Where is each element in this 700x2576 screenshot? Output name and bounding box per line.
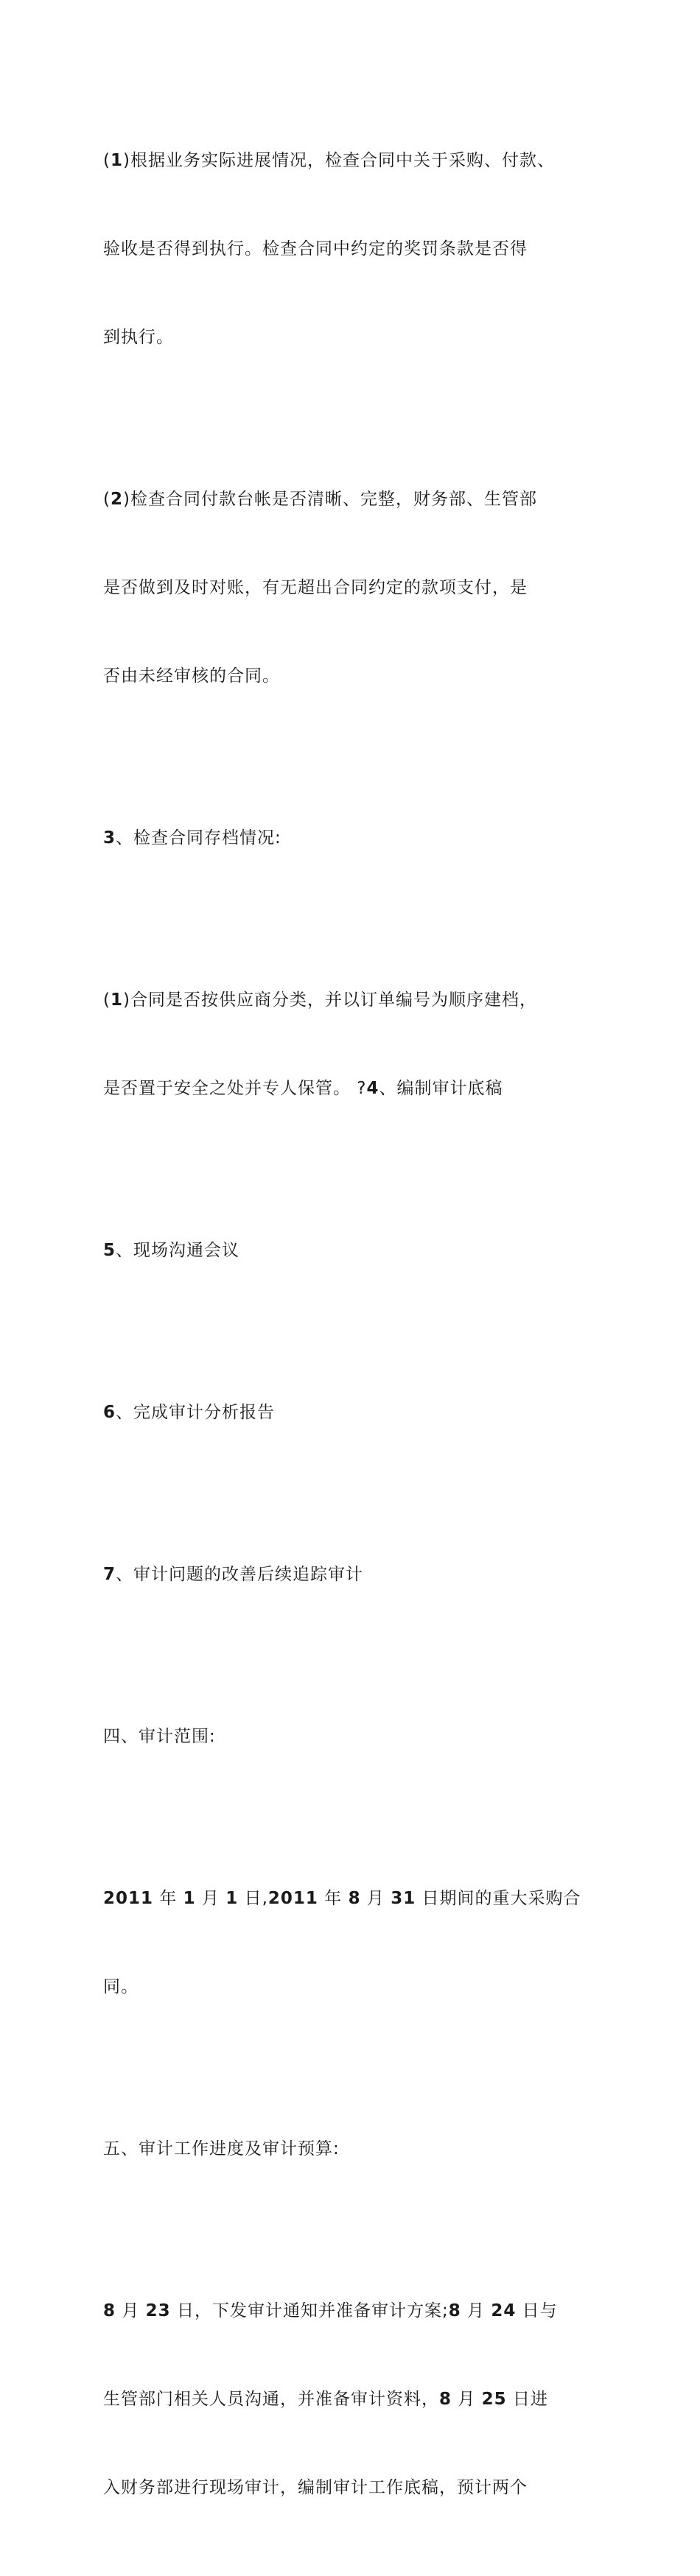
text-line: 是否做到及时对账，有无超出合同约定的款项支付，是	[103, 578, 528, 597]
text-line: 5、现场沟通会议	[103, 1241, 240, 1260]
text-line: (1)合同是否按供应商分类，并以订单编号为顺序建档，	[103, 990, 537, 1010]
paragraph-archive-detail	[103, 926, 612, 1162]
text-line: 四、审计范围:	[103, 1727, 216, 1746]
text-line: 五、审计工作进度及审计预算:	[103, 2139, 340, 2158]
text-line: 验收是否得到执行。检查合同中约定的奖罚条款是否得	[103, 239, 528, 258]
paragraph-schedule-detail	[103, 2237, 612, 2561]
section-heading-schedule	[103, 2075, 612, 2223]
paragraph-check-execution	[103, 87, 612, 411]
text-line: 2011 年 1 月 1 日,2011 年 8 月 31 日期间的重大采购合	[103, 1889, 581, 1908]
text-line: 是否置于安全之处并专人保管。 ?4、编制审计底稿	[103, 1079, 503, 1098]
document-page	[103, 87, 612, 2576]
paragraph-report	[103, 1339, 612, 1486]
text-line: (1)根据业务实际进展情况，检查合同中关于采购、付款、	[103, 151, 555, 170]
paragraph-meeting	[103, 1177, 612, 1324]
paragraph-scope-period	[103, 1825, 612, 2061]
paragraph-archive-heading	[103, 764, 612, 912]
section-heading-scope	[103, 1663, 612, 1810]
text-line: (2)检查合同付款台帐是否清晰、完整，财务部、生管部	[103, 490, 537, 509]
text-line: 否由未经审核的合同。	[103, 666, 280, 686]
text-line: 8 月 23 日，下发审计通知并准备审计方案;8 月 24 日与	[103, 2301, 558, 2320]
text-line: 3、检查合同存档情况:	[103, 828, 281, 848]
text-line: 生管部门相关人员沟通，并准备审计资料，8 月 25 日进	[103, 2390, 548, 2409]
text-line: 6、完成审计分析报告	[103, 1403, 276, 1422]
text-line: 同。	[103, 1977, 139, 1996]
text-line: 到执行。	[103, 328, 174, 347]
paragraph-followup	[103, 1501, 612, 1648]
paragraph-check-ledger	[103, 426, 612, 750]
text-line: 入财务部进行现场审计，编制审计工作底稿，预计两个	[103, 2478, 528, 2497]
text-line: 7、审计问题的改善后续追踪审计	[103, 1565, 364, 1584]
